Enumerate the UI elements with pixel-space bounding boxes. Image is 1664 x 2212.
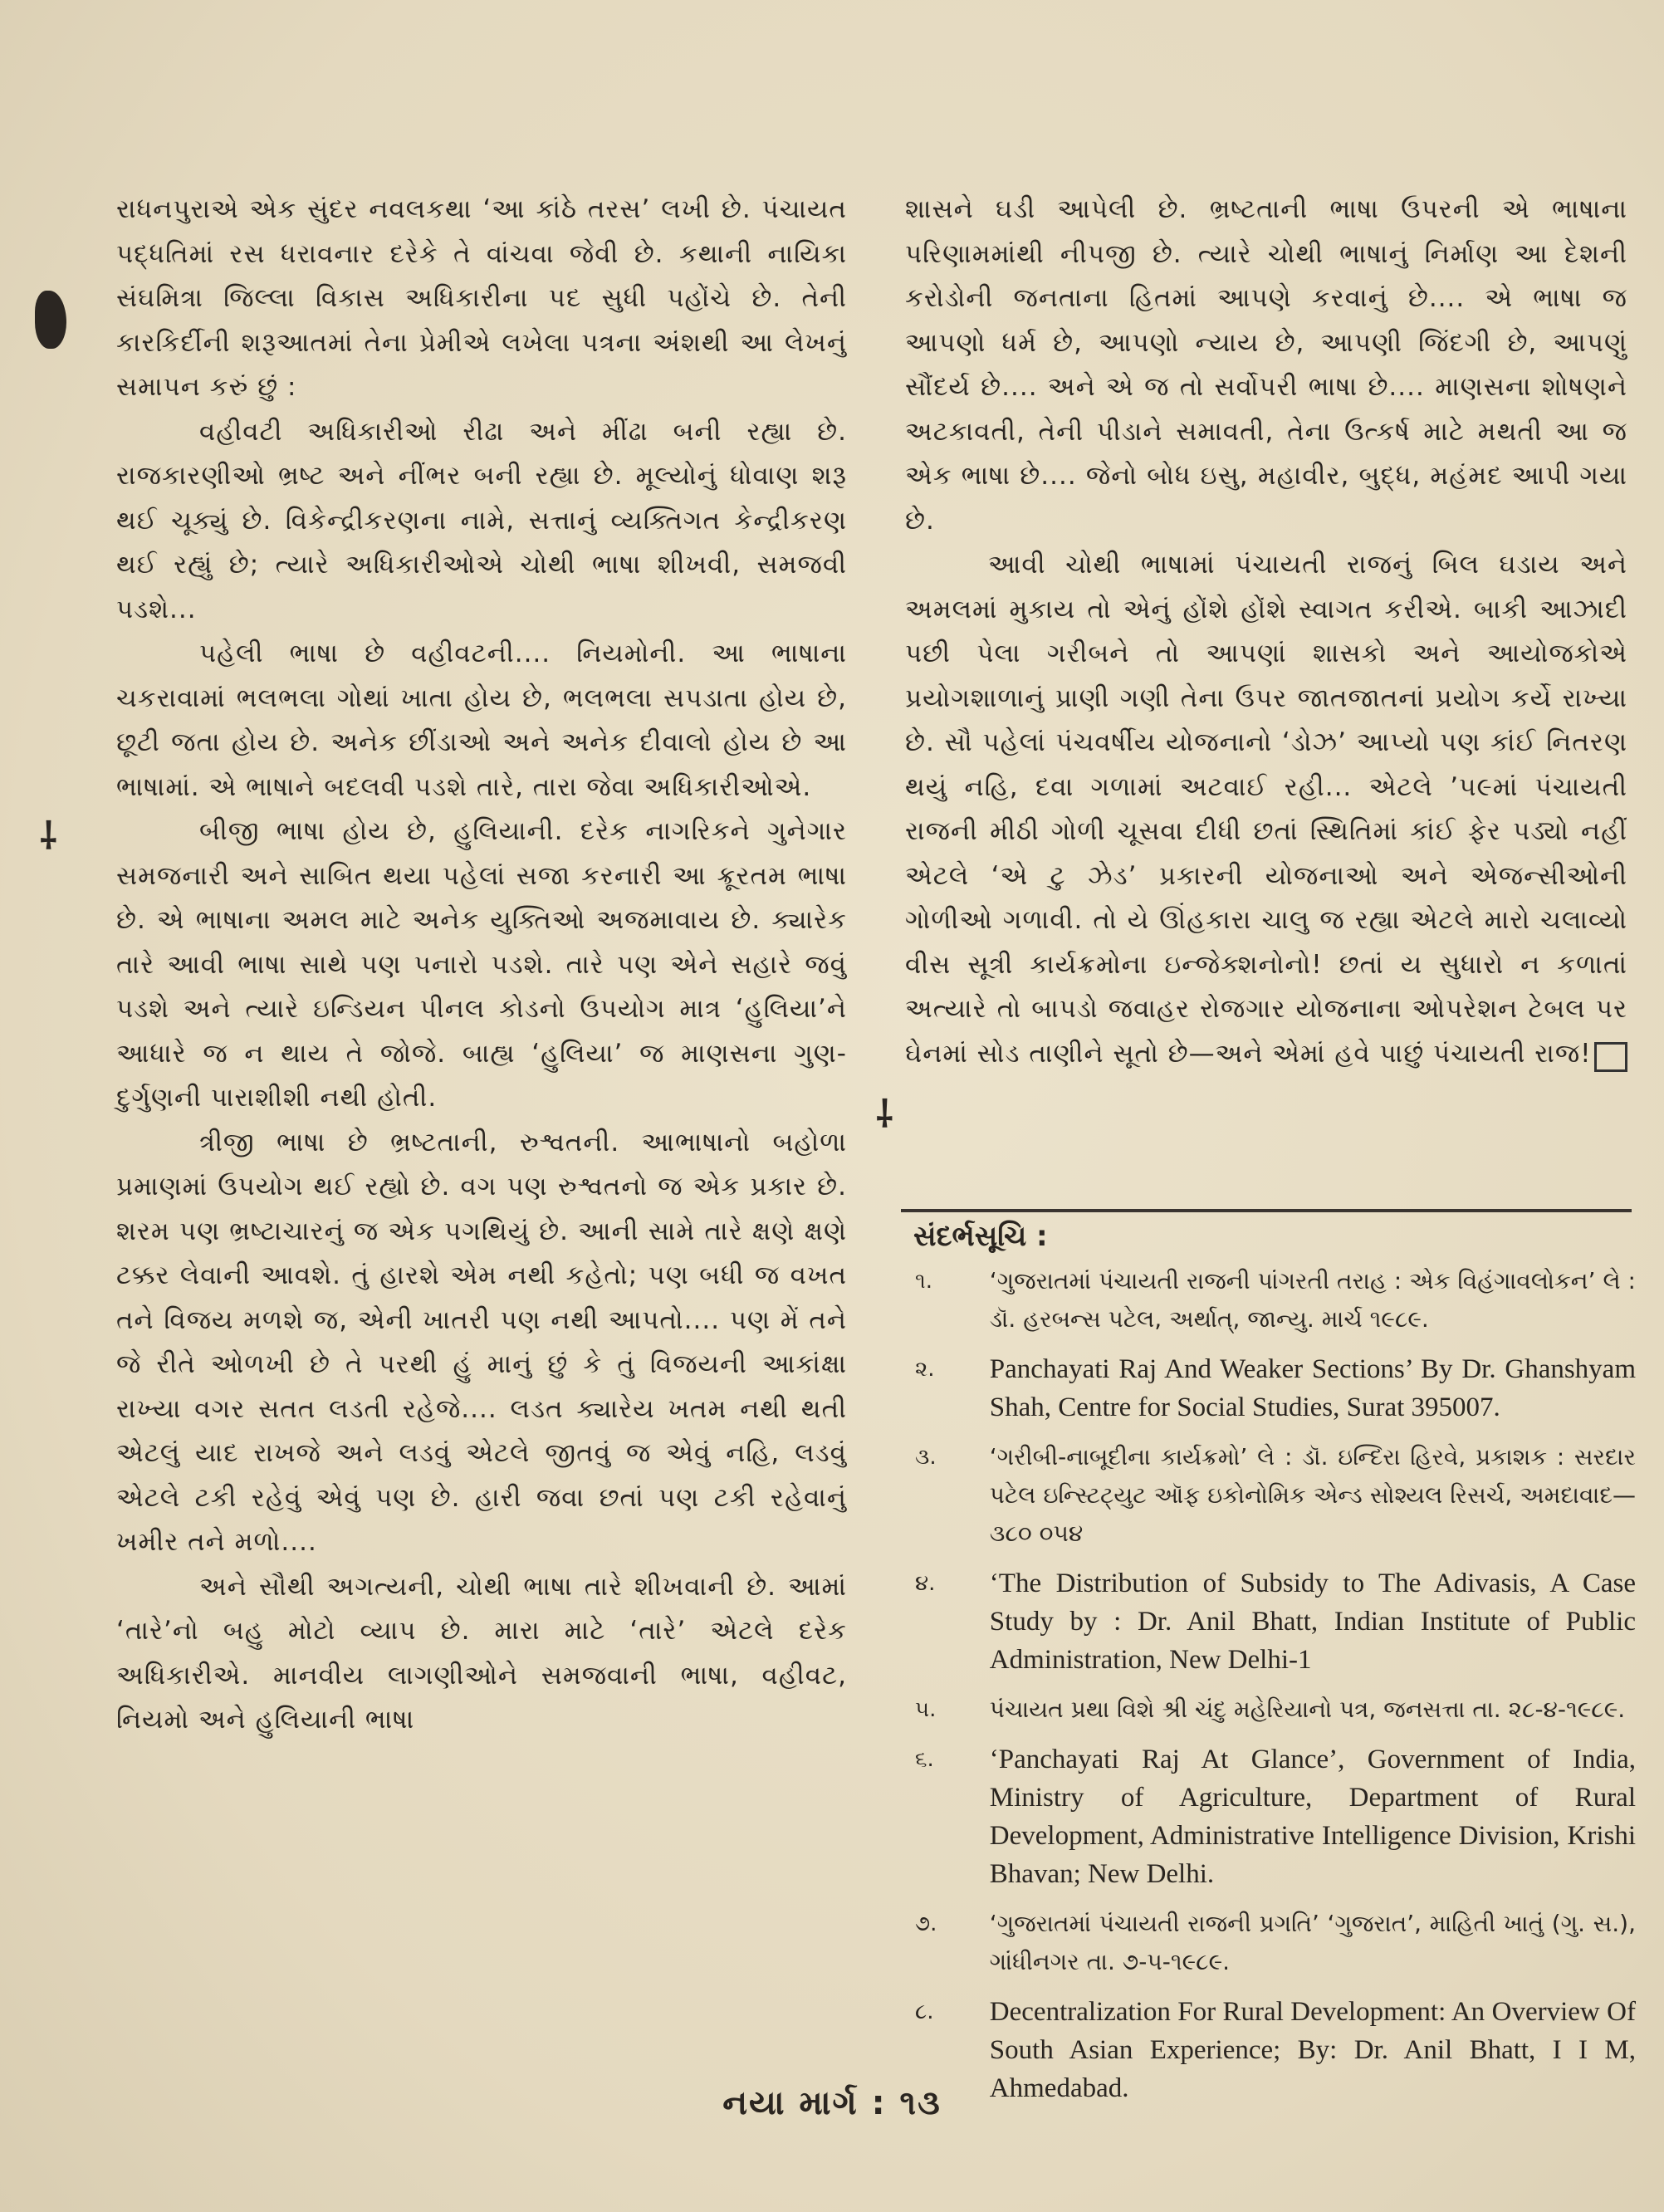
margin-mark: ⸸ bbox=[40, 815, 57, 858]
reference-text: ‘Panchayati Raj At Glance’, Government of India, Ministry of Agriculture, Department of Rural Development, Administrative Intelligence Division, Krishi Bhavan; New Delhi. bbox=[989, 1745, 1636, 1889]
paragraph: અને સૌથી અગત્યની, ચોથી ભાષા તારે શીખવાની છે. આમાં ‘તારે’નો બહુ મોટો વ્યાપ છે. મારા માટે ‘તારે’ એટલે દરેક અધિકારીએ. માનવીય લાગણીઓને સમજવાની ભાષા, વહીવટ, નિયમો અને હુલિયાની ભાષા bbox=[116, 1571, 847, 1735]
paragraph: ત્રીજી ભાષા છે ભ્રષ્ટતાની, રુશ્વતની. આભાષાનો બહોળા પ્રમાણમાં ઉપયોગ થઈ રહ્યો છે. વગ પણ રુશ્વતનો જ એક પ્રકાર છે. શરમ પણ ભ્રષ્ટાચારનું જ એક પગથિયું છે. આની સામે તારે ક્ષણે ક્ષણે ટક્કર લેવાની આવશે. તું હારશે એમ નથી કહેતો; પણ બધી જ વખત તને વિજય મળશે જ, એની ખાતરી પણ નથી આપતો.... પણ મેં તને જે રીતે ઓળખી છે તે પરથી હું માનું છું કે તું વિજયની આકાંક્ષા રાખ્યા વગર સતત લડતી રહેજે.... લડત ક્યારેય ખતમ નથી થતી એટલું યાદ રાખજે અને લડવું એટલે જીતવું જ એવું નહિ, લડવું એટલે ટકી રહેવું એવું પણ છે. હારી જવા છતાં પણ ટકી રહેવાનું ખમીર તને મળો.... bbox=[116, 1127, 847, 1557]
reference-text: ‘ગરીબી-નાબૂદીના કાર્યક્રમો’ લે : ડૉ. ઇન્દિરા હિરવે, પ્રકાશક : સરદાર પટેલ ઇન્સ્ટિટ્યુટ ઑફ ઇકોનોમિક એન્ડ સોશ્યલ રિસર્ચ, અમદાવાદ—૩૮૦ ૦૫૪ bbox=[989, 1443, 1636, 1547]
reference-text: ‘The Distribution of Subsidy to The Adivasis, A Case Study by : Dr. Anil Bhatt, Indian Institute of Public Administration, New Delhi-1 bbox=[989, 1568, 1636, 1675]
reference-item bbox=[905, 1691, 1636, 1729]
reference-item bbox=[905, 1438, 1636, 1553]
reference-number: ૨. bbox=[915, 1357, 935, 1382]
reference-number: ૬. bbox=[915, 1747, 934, 1772]
reference-number: ૪. bbox=[915, 1571, 936, 1596]
reference-item bbox=[905, 1350, 1636, 1427]
paragraph bbox=[905, 543, 1627, 1076]
paragraph: રાધનપુરાએ એક સુંદર નવલકથા ‘આ કાંઠે તરસ’ લખી છે. પંચાયત પદ્ધતિમાં રસ ધરાવનાર દરેકે તે વાંચવા જેવી છે. કથાની નાયિકા સંઘમિત્રા જિલ્લા વિકાસ અધિકારીના પદ સુધી પહોંચે છે. તેની કારકિર્દીની શરૂઆતમાં તેના પ્રેમીએ લખેલા પત્રના અંશથી આ લેખનું સમાપન કરું છું : bbox=[116, 194, 847, 402]
margin-mark: ⸸ bbox=[876, 1094, 893, 1136]
left-column bbox=[116, 188, 847, 1743]
section-divider bbox=[901, 1209, 1632, 1212]
reference-text: ‘ગુજરાતમાં પંચાયતી રાજની પ્રગતિ’ ‘ગુજરાત’, માહિતી ખાતું (ગુ. સ.), ગાંધીનગર તા. ૭-૫-૧૯૮૯. bbox=[989, 1910, 1636, 1975]
paragraph: શાસને ઘડી આપેલી છે. ભ્રષ્ટતાની ભાષા ઉપરની એ ભાષાના પરિણામમાંથી નીપજી છે. ત્યારે ચોથી ભાષાનું નિર્માણ આ દેશની કરોડોની જનતાના હિતમાં આપણે કરવાનું છે.... એ ભાષા જ આપણો ધર્મ છે, આપણો ન્યાય છે, આપણી જિંદગી છે, આપણું સૌંદર્ય છે.... અને એ જ તો સર્વોપરી ભાષા છે.... માણસના શોષણને અટકાવતી, તેની પીડાને સમાવતી, તેના ઉત્કર્ષ માટે મથતી આ જ એક ભાષા છે.... જેનો બોધ ઇસુ, મહાવીર, બુદ્ધ, મહંમદ આપી ગયા છે. bbox=[905, 194, 1627, 536]
reference-item bbox=[905, 1740, 1636, 1893]
paragraph: વહીવટી અધિકારીઓ રીઢા અને મીંઢા બની રહ્યા છે. રાજકારણીઓ ભ્રષ્ટ અને નીંભર બની રહ્યા છે. મૂલ્યોનું ધોવાણ શરૂ થઈ ચૂક્યું છે. વિકેન્દ્રીકરણના નામે, સત્તાનું વ્યક્તિગત કેન્દ્રીકરણ થઈ રહ્યું છે; ત્યારે અધિકારીઓએ ચોથી ભાષા શીખવી, સમજવી પડશે... bbox=[116, 416, 847, 624]
reference-item bbox=[905, 1262, 1636, 1338]
right-column bbox=[905, 188, 1627, 1076]
reference-item bbox=[905, 1564, 1636, 1679]
reference-text: Panchayati Raj And Weaker Sections’ By Dr. Ghanshyam Shah, Centre for Social Studies, Surat 395007. bbox=[989, 1354, 1636, 1422]
reference-number: ૧. bbox=[915, 1269, 933, 1294]
reference-number: ૫. bbox=[915, 1697, 937, 1722]
references-list bbox=[905, 1262, 1636, 2119]
end-mark-box-icon bbox=[1594, 1042, 1627, 1072]
references-heading: સંદર્ભસૂચિ : bbox=[913, 1220, 1048, 1253]
paragraph: બીજી ભાષા હોય છે, હુલિયાની. દરેક નાગરિકને ગુનેગાર સમજનારી અને સાબિત થયા પહેલાં સજા કરનારી આ ક્રૂરતમ ભાષા છે. એ ભાષાના અમલ માટે અનેક યુક્તિઓ અજમાવાય છે. ક્યારેક તારે આવી ભાષા સાથે પણ પનારો પડશે. તારે પણ એને સહારે જવું પડશે અને ત્યારે ઇન્ડિયન પીનલ કોડનો ઉપયોગ માત્ર ‘હુલિયા’ને આધારે જ ન થાય તે જોજે. બાહ્ય ‘હુલિયા’ જ માણસના ગુણ-દુર્ગુણની પારાશીશી નથી હોતી. bbox=[116, 816, 847, 1113]
reference-text: પંચાયત પ્રથા વિશે શ્રી ચંદુ મહેરિયાનો પત્ર, જનસત્તા તા. ૨૮-૪-૧૯૮૯. bbox=[989, 1696, 1626, 1723]
reference-number: ૭. bbox=[915, 1911, 937, 1936]
paragraph-text: આવી ચોથી ભાષામાં પંચાયતી રાજનું બિલ ઘડાય અને અમલમાં મુકાય તો એનું હોંશે હોંશે સ્વાગત કરીએ. બાકી આઝાદી પછી પેલા ગરીબને તો આપણાં શાસકો અને આયોજકોએ પ્રયોગશાળાનું પ્રાણી ગણી તેના ઉપર જાતજાતનાં પ્રયોગ કર્યે રાખ્યા છે. સૌ પહેલાં પંચવર્ષીય યોજનાનો ‘ડોઝ’ આપ્યો પણ કાંઈ નિતરણ થયું નહિ, દવા ગળામાં અટવાઈ રહી... એટલે ’૫૯માં પંચાયતી રાજની મીઠી ગોળી ચૂસવા દીધી છતાં સ્થિતિમાં કાંઈ ફેર પડ્યો નહીં એટલે ‘એ ટુ ઝેડ’ પ્રકારની યોજનાઓ અને એજન્સીઓની ગોળીઓ ગળાવી. તો યે ઊંહકારા ચાલુ જ રહ્યા એટલે મારો ચલાવ્યો વીસ સૂત્રી કાર્યક્રમોના ઇન્જેક્શનોનો! છતાં ય સુધારો ન કળાતાં અત્યારે તો બાપડો જવાહર રોજગાર યોજનાના ઓપરેશન ટેબલ પર ઘેનમાં સોડ તાણીને સૂતો છે—અને એમાં હવે પાછું પંચાયતી રાજ! bbox=[905, 550, 1627, 1069]
reference-text: ‘ગુજરાતમાં પંચાયતી રાજની પાંગરતી તરાહ : એક વિહંગાવલોકન’ લે : ડૉ. હરબન્સ પટેલ, અર્થાત્, જાન્યુ. માર્ચ ૧૯૮૯. bbox=[989, 1267, 1636, 1333]
reference-number: ૮. bbox=[915, 1999, 934, 2024]
page-footer: નયા માર્ગ : ૧૩ bbox=[722, 2084, 942, 2122]
reference-item bbox=[905, 1905, 1636, 1981]
ink-blot bbox=[35, 291, 66, 349]
paragraph: પહેલી ભાષા છે વહીવટની.... નિયમોની. આ ભાષાના ચકરાવામાં ભલભલા ગોથાં ખાતા હોય છે, ભલભલા સપડાતા હોય છે, છૂટી જતા હોય છે. અનેક છીંડાઓ અને અનેક દીવાલો હોય છે આ ભાષામાં. એ ભાષાને બદલવી પડશે તારે, તારા જેવા અધિકારીઓએ. bbox=[116, 639, 847, 802]
reference-number: ૩. bbox=[915, 1445, 937, 1470]
reference-text: Decentralization For Rural Development: An Overview Of South Asian Experience; By: Dr. Anil Bhatt, I I M, Ahmedabad. bbox=[989, 1997, 1636, 2103]
